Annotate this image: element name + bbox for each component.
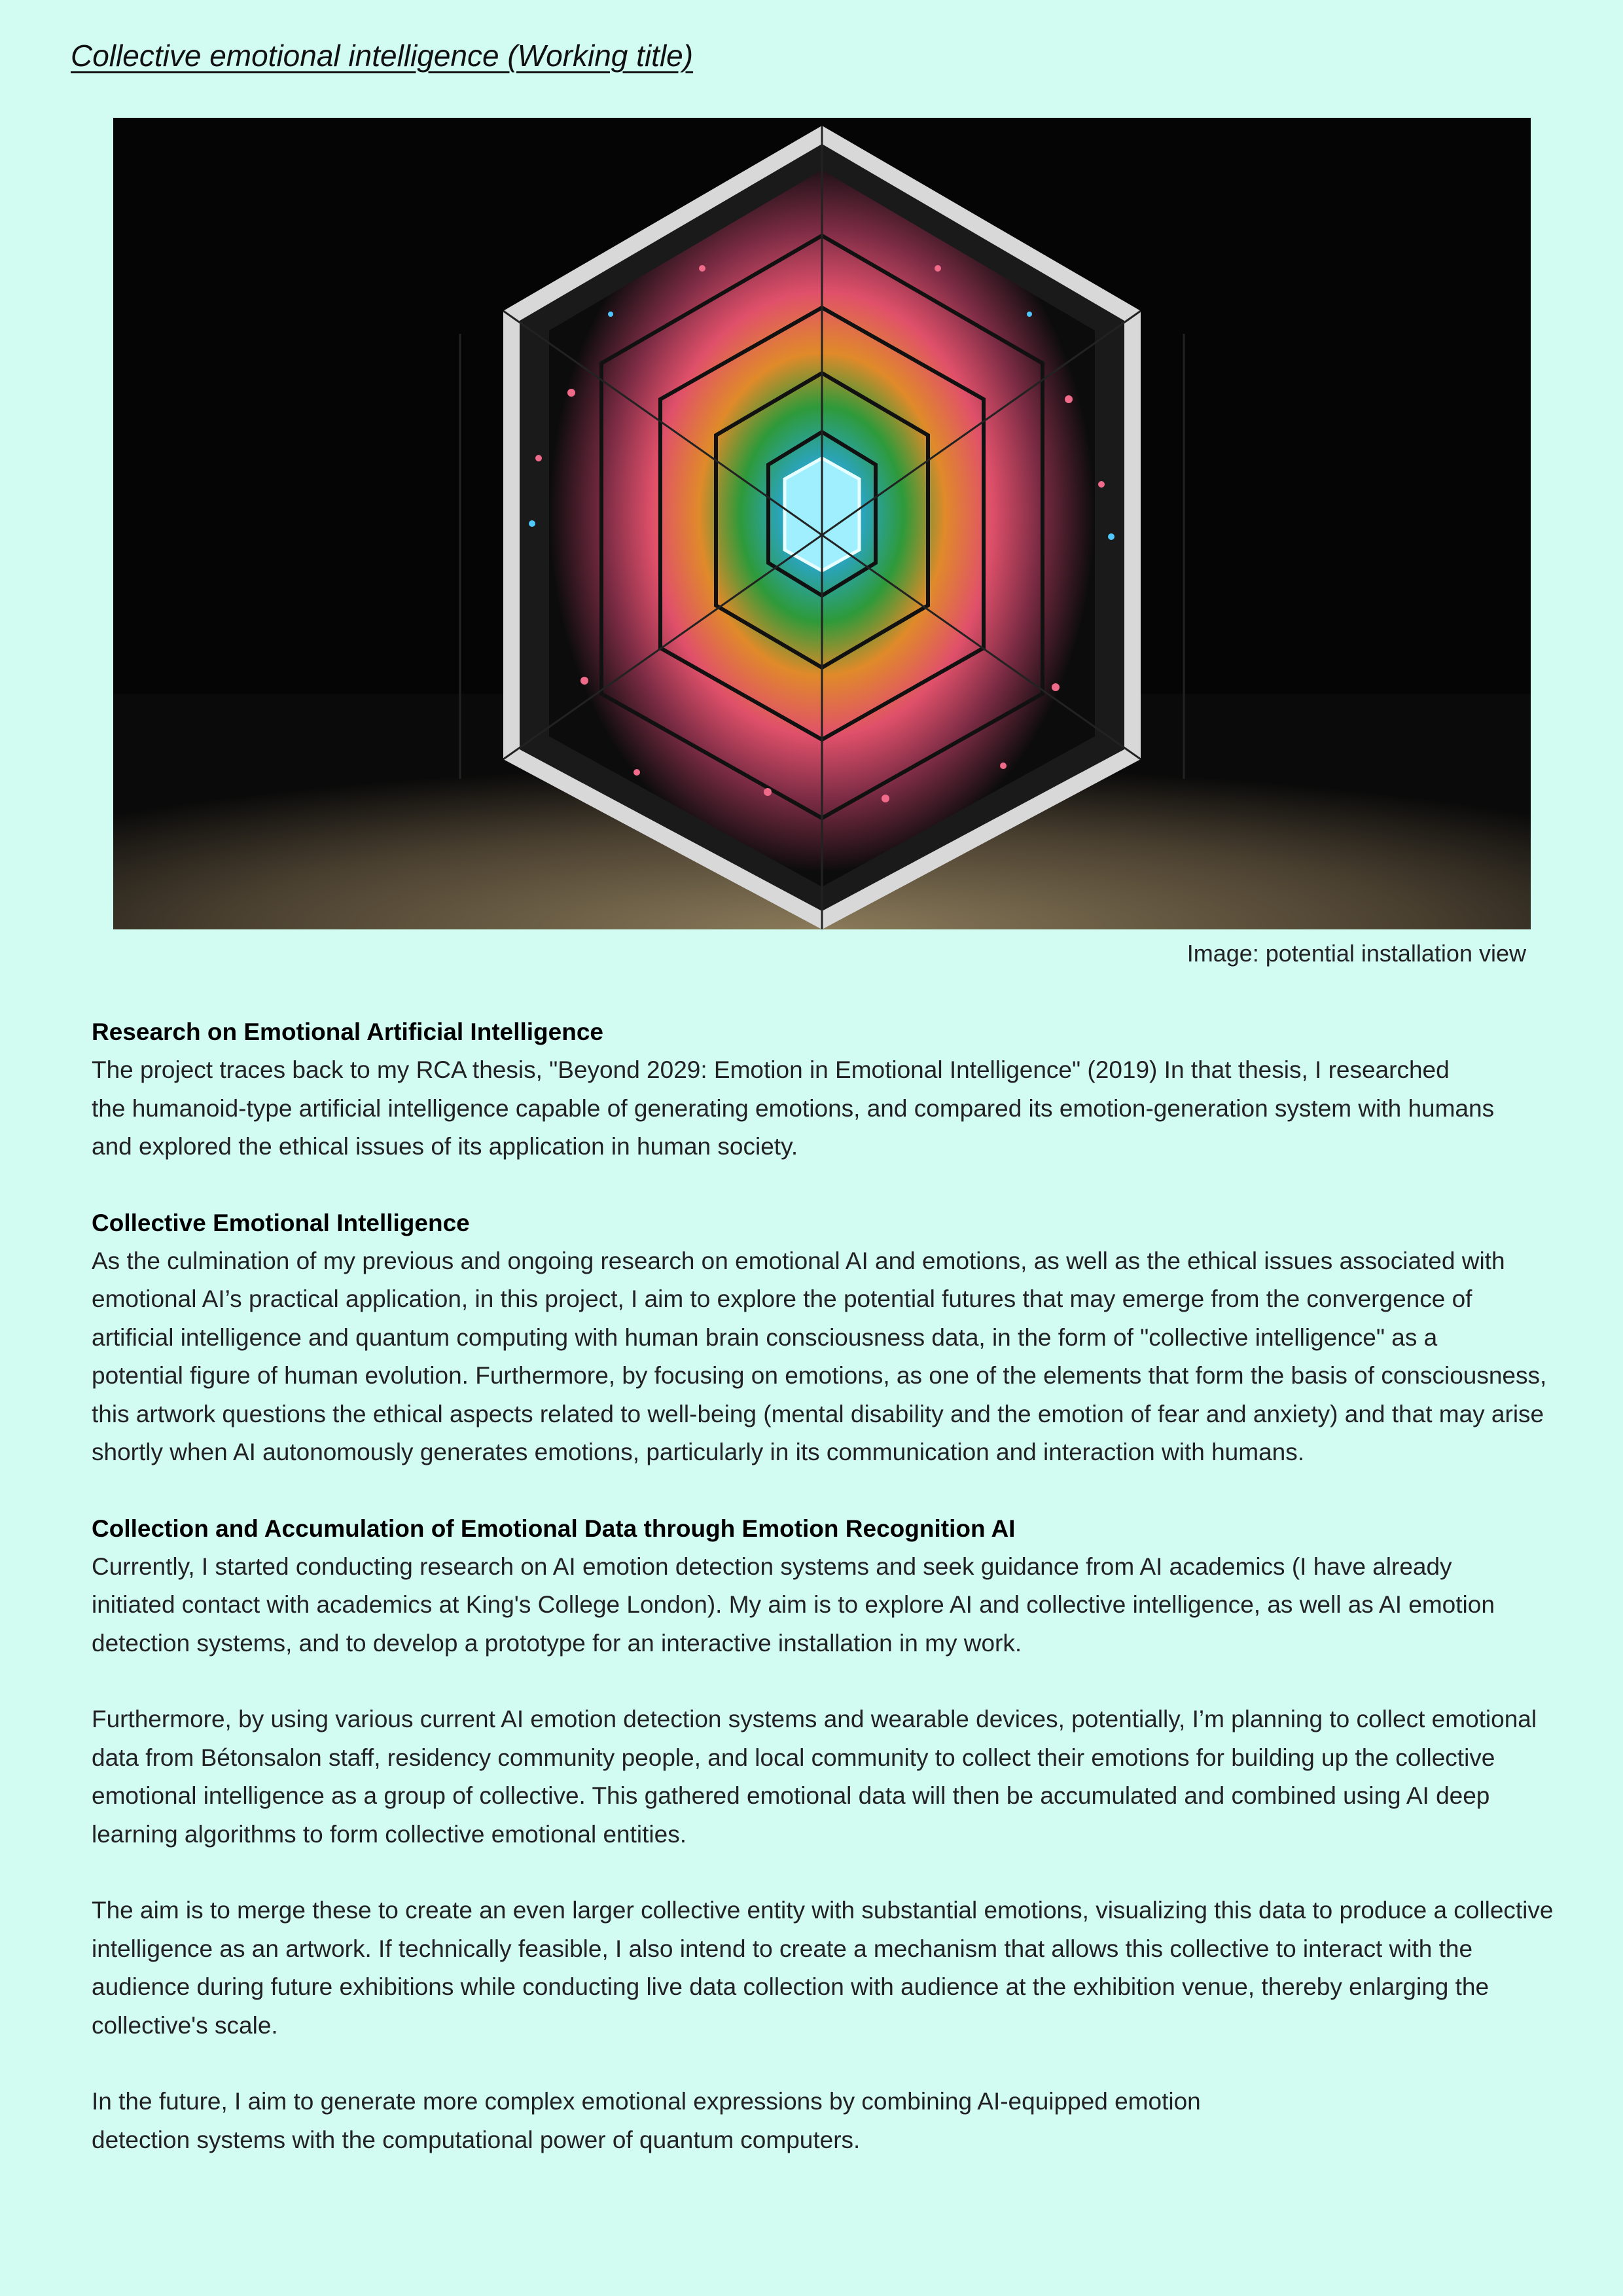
installation-image — [113, 118, 1531, 929]
document-body — [92, 1013, 1597, 2197]
section-collective — [92, 1204, 1597, 1472]
text-line: intelligence as an artwork. If technically feasible, I also intend to create a mechanism that allows this collective to interact with the — [92, 1935, 1473, 1962]
paragraph-future — [92, 2083, 1597, 2159]
document-title: Collective emotional intelligence (Working title) — [71, 39, 694, 73]
text-line: In the future, I aim to generate more complex emotional expressions by combining AI-equipped emotion — [92, 2088, 1201, 2115]
text-line: audience during future exhibitions while conducting live data collection with audience at the exhibition venue, thereby enlarging the — [92, 1973, 1489, 2000]
text-line: the humanoid-type artificial intelligence capable of generating emotions, and compared its emotion-generation system with humans — [92, 1094, 1495, 1122]
text-line: collective's scale. — [92, 2011, 278, 2039]
section-research — [92, 1013, 1597, 1166]
section-heading: Research on Emotional Artificial Intelligence — [92, 1018, 603, 1045]
paragraph-data-collection — [92, 1700, 1597, 1854]
text-line: potential figure of human evolution. Furthermore, by focusing on emotions, as one of the elements that form the basis of consciousness, — [92, 1362, 1547, 1389]
text-line: data from Bétonsalon staff, residency community people, and local community to collect their emotions for building up the collective — [92, 1744, 1495, 1771]
text-line: The project traces back to my RCA thesis, "Beyond 2029: Emotion in Emotional Intelligence" (2019) In that thesis, I researched — [92, 1056, 1450, 1083]
section-paragraph — [92, 1051, 1597, 1166]
image-caption: Image: potential installation view — [1186, 940, 1526, 967]
text-line: shortly when AI autonomously generates emotions, particularly in its communication and interaction with humans. — [92, 1439, 1304, 1465]
text-line: The aim is to merge these to create an even larger collective entity with substantial emotions, visualizing this data to produce a collective — [92, 1897, 1554, 1924]
text-line: Furthermore, by using various current AI emotion detection systems and wearable devices, potentially, I’m planning to collect emotional — [92, 1706, 1537, 1732]
text-line: emotional AI’s practical application, in this project, I aim to explore the potential futures that may emerge from the convergence of — [92, 1285, 1472, 1312]
paragraph-aim — [92, 1892, 1597, 2045]
text-line: learning algorithms to form collective emotional entities. — [92, 1820, 687, 1848]
text-line: initiated contact with academics at King's College London). My aim is to explore AI and collective intelligence, as well as AI emotion — [92, 1591, 1495, 1618]
section-heading: Collective Emotional Intelligence — [92, 1209, 470, 1236]
text-line: detection systems with the computational power of quantum computers. — [92, 2126, 861, 2153]
section-heading: Collection and Accumulation of Emotional Data through Emotion Recognition AI — [92, 1515, 1016, 1542]
section-paragraph — [92, 1242, 1597, 1472]
text-line: this artwork questions the ethical aspects related to well-being (mental disability and the emotion of fear and anxiety) and that may arise — [92, 1400, 1544, 1427]
text-line: emotional intelligence as a group of collective. This gathered emotional data will then be accumulated and combined using AI deep — [92, 1782, 1490, 1809]
text-line: Currently, I started conducting research on AI emotion detection systems and seek guidance from AI academics (I have already — [92, 1552, 1452, 1580]
text-line: detection systems, and to develop a prototype for an interactive installation in my work. — [92, 1629, 1022, 1657]
text-line: As the culmination of my previous and ongoing research on emotional AI and emotions, as well as the ethical issues associated with — [92, 1247, 1505, 1274]
text-line: artificial intelligence and quantum computing with human brain consciousness data, in the form of "collective intelligence" as a — [92, 1323, 1438, 1351]
text-line: and explored the ethical issues of its application in human society. — [92, 1133, 798, 1160]
section-collection — [92, 1510, 1597, 1663]
section-paragraph — [92, 1548, 1597, 1663]
